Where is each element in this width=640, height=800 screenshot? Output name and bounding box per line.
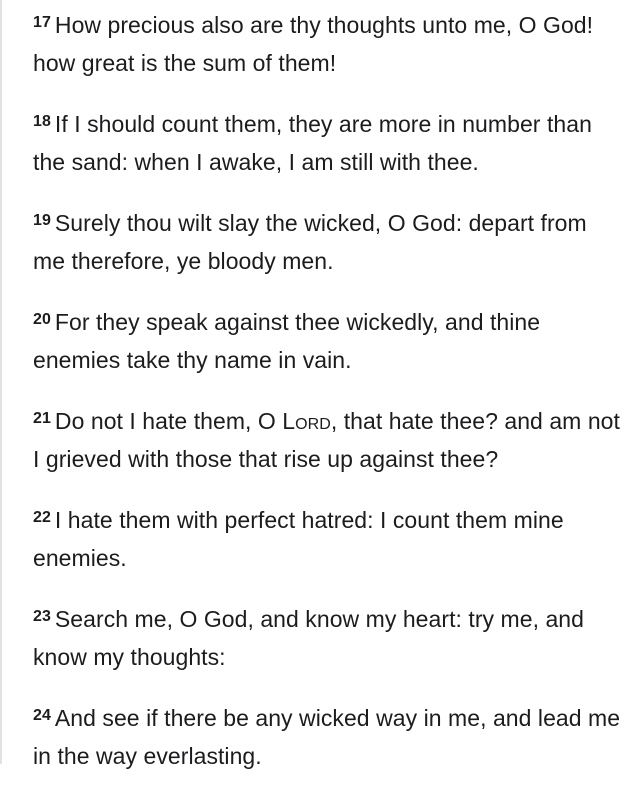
verse-number: 17 (33, 14, 51, 31)
verse-18[interactable] (33, 107, 623, 179)
verse-number: 18 (33, 113, 51, 130)
verse-text: Surely thou wilt slay the wicked, O God: depart from me therefore, ye bloody men. (33, 210, 587, 274)
verse-19[interactable] (33, 206, 623, 278)
verse-17[interactable] (33, 8, 623, 80)
left-border (0, 0, 2, 764)
scripture-reader (33, 8, 623, 800)
verse-text-before: Do not I hate them, O (54, 408, 283, 434)
verse-number: 21 (33, 410, 51, 427)
divine-name: Lord (282, 408, 331, 434)
verse-20[interactable] (33, 305, 623, 377)
verse-text: How precious also are thy thoughts unto me, O God! how great is the sum of them! (33, 12, 594, 76)
verse-number: 24 (33, 707, 51, 724)
verse-text: Search me, O God, and know my heart: try me, and know my thoughts: (33, 606, 584, 670)
verse-23[interactable] (33, 602, 623, 674)
verse-text-after: , that hate thee? and am not I grieved with those that rise up against thee? (33, 408, 620, 472)
verse-text: For they speak against thee wickedly, and thine enemies take thy name in vain. (33, 309, 541, 373)
verse-number: 23 (33, 608, 51, 625)
verse-number: 22 (33, 509, 51, 526)
verse-text: And see if there be any wicked way in me, and lead me in the way everlasting. (33, 705, 621, 769)
verse-number: 19 (33, 212, 51, 229)
verse-number: 20 (33, 311, 51, 328)
verse-21[interactable] (33, 404, 623, 476)
verse-text: If I should count them, they are more in number than the sand: when I awake, I am still with thee. (33, 111, 592, 175)
verse-22[interactable] (33, 503, 623, 575)
verse-text: I hate them with perfect hatred: I count them mine enemies. (33, 507, 564, 571)
verse-24[interactable] (33, 701, 623, 773)
